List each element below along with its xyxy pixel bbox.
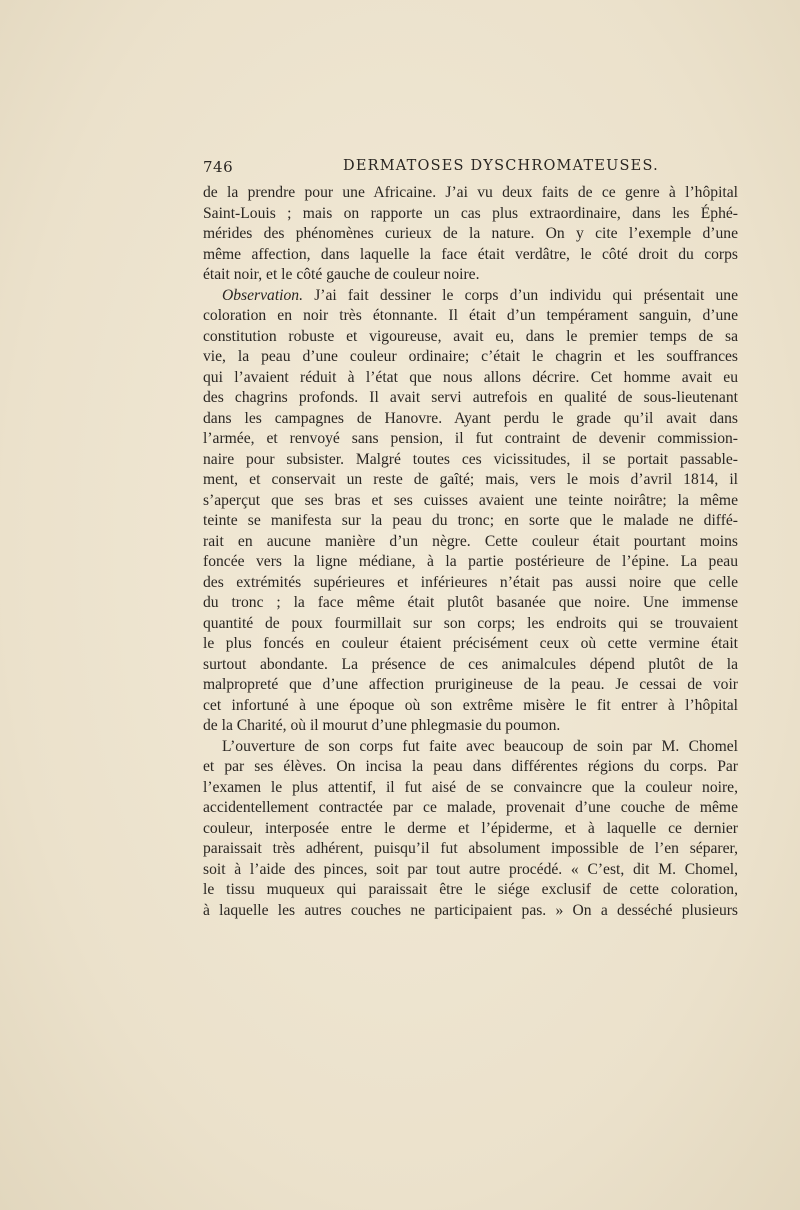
text-line: malpropreté que d’une affection prurigineuse de la peau. Je cessai de voir [203,676,738,693]
text-line: dans les campagnes de Hanovre. Ayant perdu le grade qu’il avait dans [203,409,738,427]
body-text [203,183,738,921]
text-line: coloration en noir très étonnante. Il était d’un tempérament sanguin, d’une [203,307,738,324]
text-line: de la prendre pour une Africaine. J’ai vu deux faits de ce genre à l’hôpital [203,184,738,201]
text-line: des extrémités supérieures et inférieures n’était pas aussi noire que celle [203,573,738,591]
text-line: était noir, et le côté gauche de couleur noire. [203,266,480,283]
text-line: l’examen le plus attentif, il fut aisé de se convaincre que la couleur noire, [203,778,738,796]
text-line: à laquelle les autres couches ne participaient pas. » On a desséché plusieurs [203,901,738,919]
page-header [203,158,738,182]
text-line: constitution robuste et vigoureuse, avait eu, dans le premier temps de sa [203,327,738,345]
text-line: le plus foncés en couleur étaient précisément ceux où cette vermine était [203,635,738,652]
text-line: L’ouverture de son corps fut faite avec beaucoup de soin par M. Chomel [222,737,738,755]
text-line: paraissait très adhérent, puisqu’il fut absolument impossible de l’en séparer, [203,840,738,857]
observation-text: J’ai fait dessiner le corps d’un individu qui présentait une [303,286,738,304]
text-line: vie, la peau d’une couleur ordinaire; c’était le chagrin et les souffrances [203,348,738,365]
text-line: couleur, interposée entre le derme et l’épiderme, et à laquelle ce dernier [203,819,738,837]
text-line: soit à l’aide des pinces, soit par tout autre procédé. « C’est, dit M. Chomel, [203,860,738,878]
text-line: de la Charité, où il mourut d’une phlegmasie du poumon. [203,717,561,734]
text-line: mérides des phénomènes curieux de la nature. On y cite l’exemple d’une [203,225,738,242]
text-line: qui l’avaient réduit à l’état que nous allons décrire. Cet homme avait eu [203,368,738,386]
text-line: accidentellement contractée par ce malade, provenait d’une couche de même [203,799,738,816]
text-line: quantité de poux fourmillait sur son corps; les endroits qui se trouvaient [203,614,738,632]
text-line: s’aperçut que ses bras et ses cuisses avaient une teinte noirâtre; la même [203,491,738,509]
text-line: Saint-Louis ; mais on rapporte un cas plus extraordinaire, dans les Éphé- [203,204,738,222]
observation-heading: Observation. [222,286,303,304]
text-line: ment, et conservait un reste de gaîté; mais, vers le mois d’avril 1814, il [203,471,738,488]
page-number: 746 [203,158,234,176]
text-line: surtout abondante. La présence de ces animalcules dépend plutôt de la [203,655,738,673]
text-line: du tronc ; la face même était plutôt basanée que noire. Une immense [203,594,738,611]
text-line: le tissu muqueux qui paraissait être le siége exclusif de cette coloration, [203,881,738,898]
text-line: même affection, dans laquelle la face était verdâtre, le côté droit du corps [203,245,738,263]
text-line: des chagrins profonds. Il avait servi autrefois en qualité de sous-lieutenant [203,389,738,406]
text-line: teinte se manifesta sur la peau du tronc; en sorte que le malade ne diffé- [203,512,738,529]
text-line: l’armée, et renvoyé sans pension, il fut contraint de devenir commission- [203,430,738,447]
observation-line [203,286,738,307]
text-line: naire pour subsister. Malgré toutes ces vicissitudes, il se portait passable- [203,450,738,468]
text-line: et par ses élèves. On incisa la peau dans différentes régions du corps. Par [203,758,738,775]
text-line: rait en aucune manière d’un nègre. Cette couleur était pourtant moins [203,532,738,550]
running-title: DERMATOSES DYSCHROMATEUSES. [343,158,659,174]
text-line: cet infortuné à une époque où son extrême misère le fit entrer à l’hôpital [203,696,738,714]
text-line: foncée vers la ligne médiane, à la partie postérieure de l’épine. La peau [203,553,738,570]
